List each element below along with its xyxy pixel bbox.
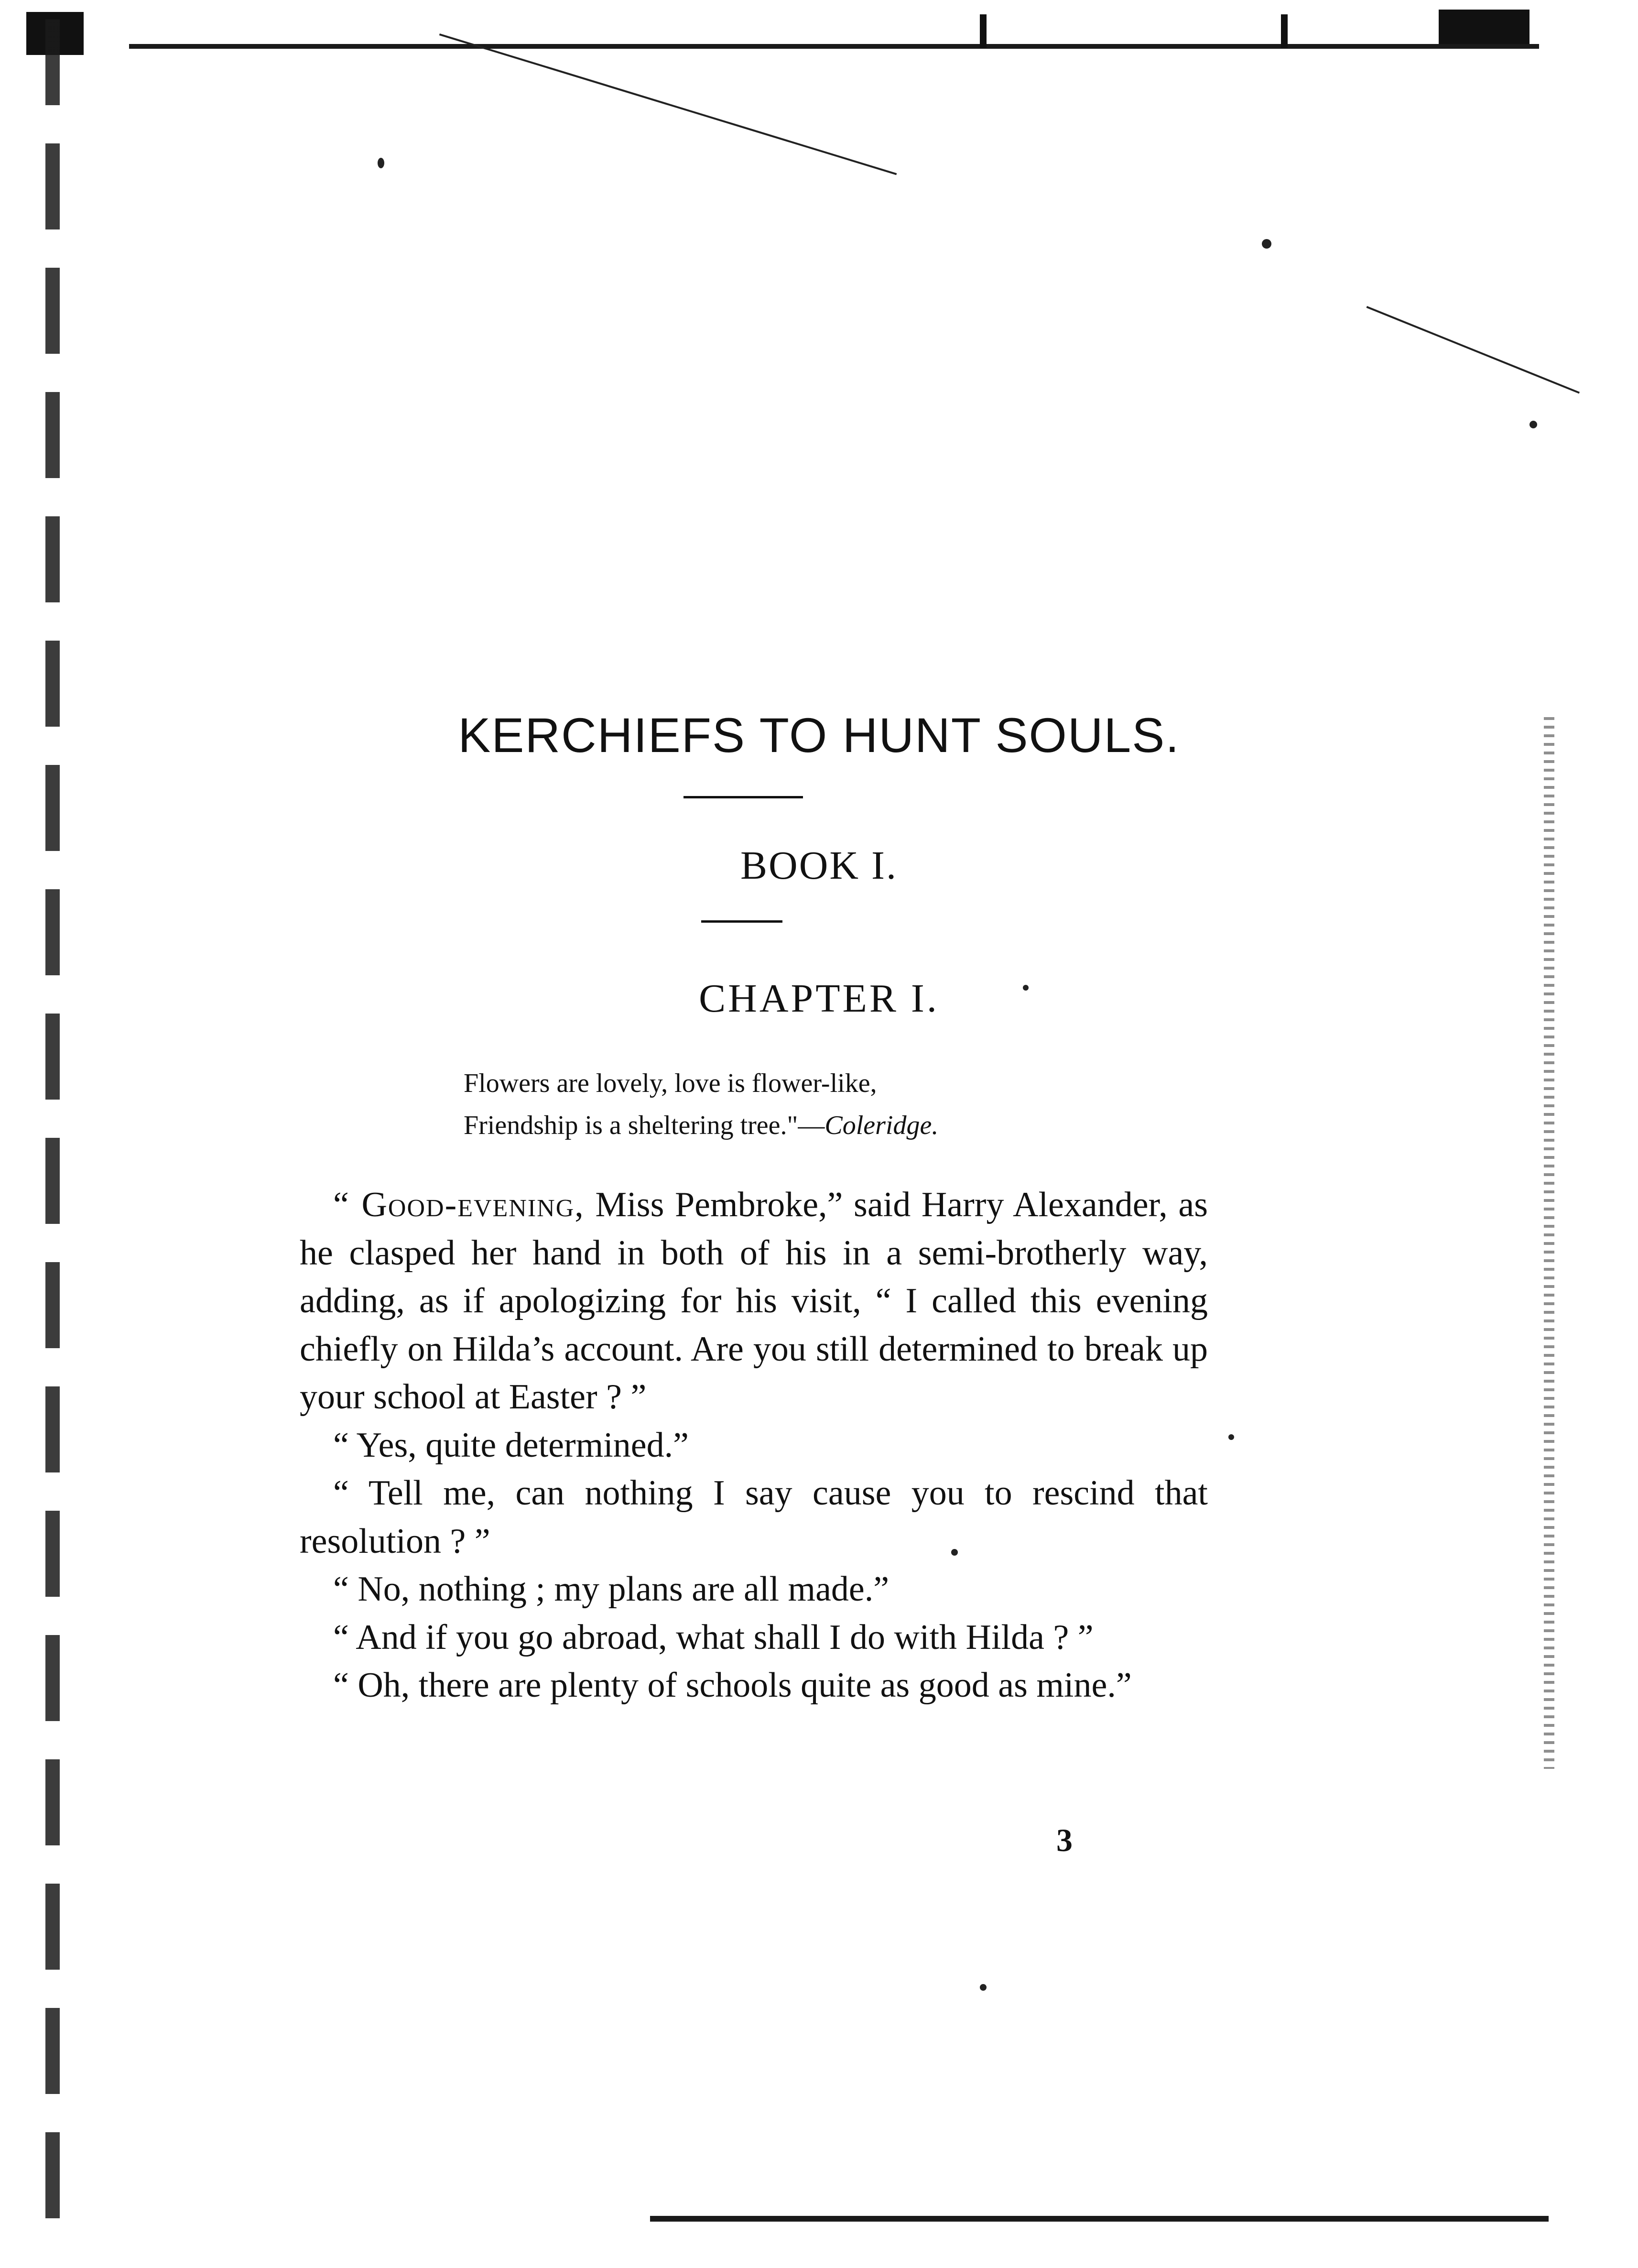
book-heading: BOOK I. xyxy=(740,843,898,888)
scan-tick-mark xyxy=(1281,14,1288,48)
scan-tick-mark xyxy=(980,14,987,48)
epigraph-line-2-text: Friendship is a sheltering tree."— xyxy=(464,1111,825,1140)
bottom-border-rule xyxy=(650,2216,1549,2222)
scan-corner-mark xyxy=(1439,10,1530,48)
paragraph: “ Oh, there are plenty of schools quite as good as mine.” xyxy=(333,1666,1132,1705)
scan-speck xyxy=(378,158,384,168)
scan-scratch-line xyxy=(1367,306,1580,394)
scan-speck xyxy=(980,1984,987,1991)
title-divider xyxy=(683,796,803,798)
paragraph-text: Miss Pembroke,” said Harry Alexander, as he clasped her hand in both of his in a semi-brotherly way, adding, as if apologizing for his visit, “ I called this evening chiefly on Hilda’s account. Are you still determined to break up your school at Easter ? ” xyxy=(300,1185,1208,1417)
scan-speck xyxy=(1530,421,1537,428)
book-divider xyxy=(701,920,782,923)
book-title: KERCHIEFS TO HUNT SOULS. xyxy=(458,708,1180,763)
left-edge-shadow xyxy=(45,19,60,2228)
scan-scratch-line xyxy=(439,33,897,175)
chapter-heading: CHAPTER I. xyxy=(699,976,939,1021)
paragraph: “ No, nothing ; my plans are all made.” xyxy=(333,1570,890,1609)
page-number: 3 xyxy=(1056,1822,1073,1858)
epigraph-line-1: Flowers are lovely, love is flower-like, xyxy=(464,1069,877,1098)
paragraph: “ Yes, quite determined.” xyxy=(333,1425,689,1465)
paragraph: “ And if you go abroad, what shall I do with Hilda ? ” xyxy=(333,1617,1094,1657)
paragraph-lead: “ Good-evening, xyxy=(333,1185,585,1224)
paragraph: “ Tell me, can nothing I say cause you to rescind that resolution ? ” xyxy=(300,1473,1208,1561)
scan-speck xyxy=(1262,239,1271,249)
epigraph-attribution: Coleridge. xyxy=(824,1111,939,1140)
top-border-rule xyxy=(129,44,1539,49)
paragraph xyxy=(300,1181,1208,1421)
chapter-body-text xyxy=(300,1181,1208,1710)
epigraph xyxy=(464,1062,1228,1146)
scan-speck xyxy=(1228,1434,1234,1440)
epigraph-line-2 xyxy=(464,1104,1228,1146)
